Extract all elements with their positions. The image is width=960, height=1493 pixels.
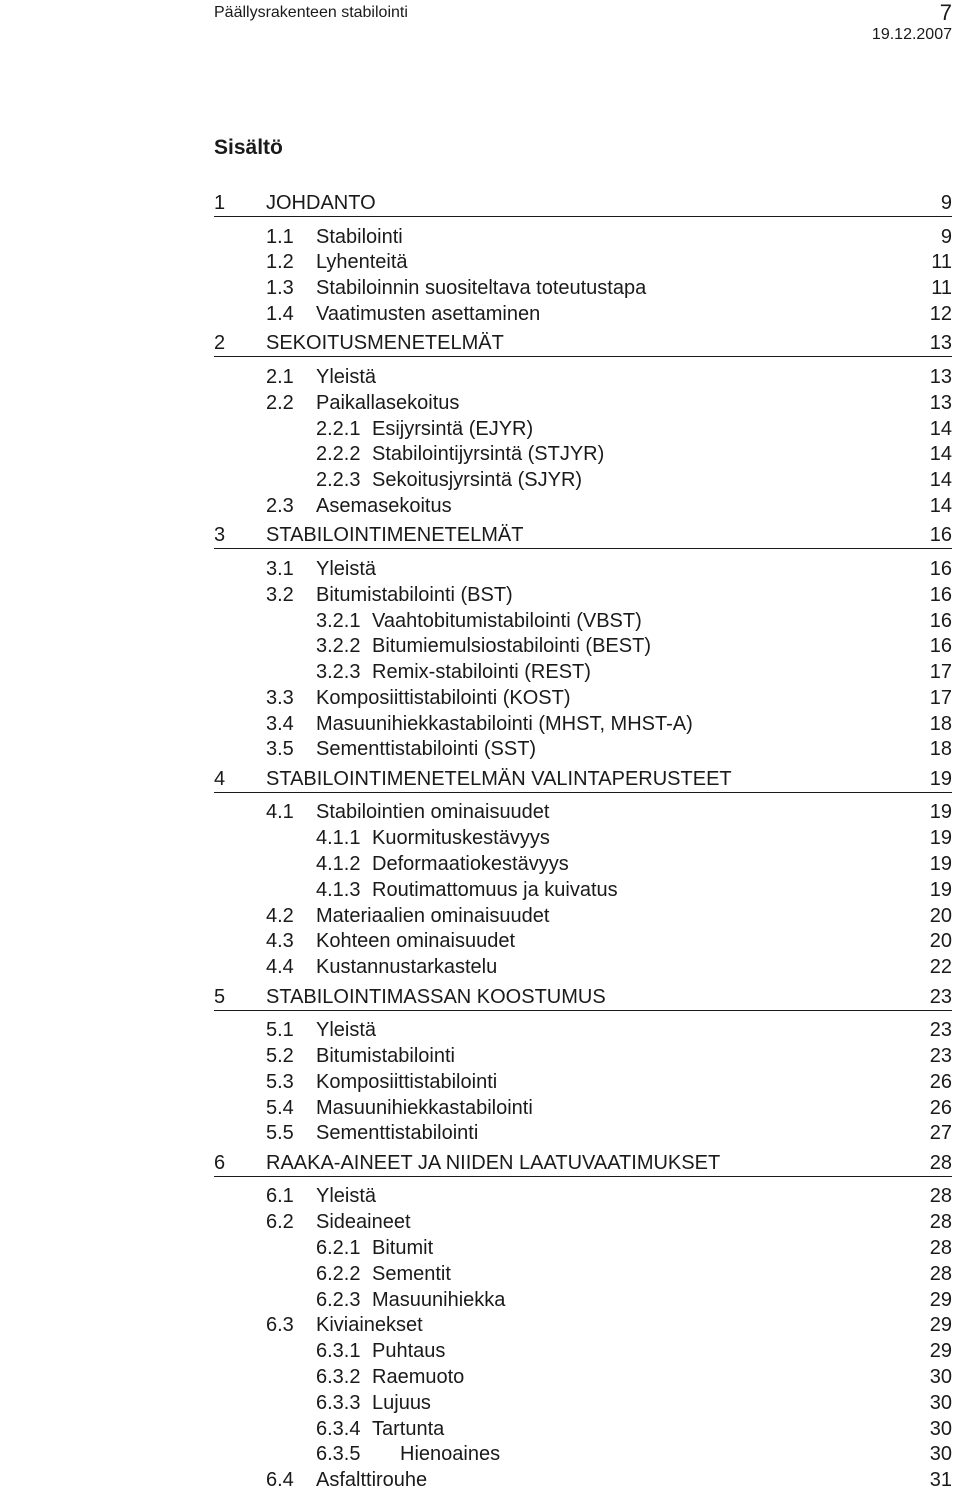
toc-section-row[interactable] bbox=[214, 1120, 952, 1146]
toc-entry-page: 14 bbox=[929, 443, 952, 465]
toc-entry-page: 11 bbox=[931, 251, 952, 273]
toc-entry-page: 16 bbox=[929, 635, 952, 657]
toc-entry-page: 19 bbox=[929, 879, 952, 901]
toc-section-row[interactable] bbox=[214, 1261, 952, 1287]
toc-entry-page: 19 bbox=[929, 827, 952, 849]
toc-entry-number: 3.2.1 bbox=[316, 610, 361, 632]
toc-entry-title: Sekoitusjyrsintä (SJYR) bbox=[372, 469, 583, 491]
toc-entry-title: Komposiittistabilointi (KOST) bbox=[316, 687, 571, 709]
toc-section-row[interactable] bbox=[214, 825, 952, 851]
toc-entry-title: Deformaatiokestävyys bbox=[372, 853, 569, 875]
toc-entry-page: 20 bbox=[929, 930, 952, 952]
toc-entry-page: 19 bbox=[929, 801, 952, 823]
toc-entry-page: 19 bbox=[929, 853, 952, 875]
toc-entry-title: Kustannustarkastelu bbox=[316, 956, 498, 978]
toc-entry-page: 16 bbox=[929, 524, 952, 546]
toc-chapter-row[interactable] bbox=[214, 768, 952, 793]
toc-entry-number: 3.5 bbox=[266, 738, 294, 760]
toc-entry-title: Vaahtobitumistabilointi (VBST) bbox=[372, 610, 642, 632]
toc-entry-title: Bitumistabilointi bbox=[316, 1045, 455, 1067]
toc-entry-title: Vaatimusten asettaminen bbox=[316, 303, 541, 325]
toc-entry-page: 30 bbox=[929, 1418, 952, 1440]
toc-entry-number: 6.4 bbox=[266, 1469, 294, 1491]
toc-entry-title: Remix-stabilointi (REST) bbox=[372, 661, 591, 683]
toc-entry-number: 3.2 bbox=[266, 584, 294, 606]
toc-section-row[interactable] bbox=[214, 275, 952, 301]
toc-section-row[interactable] bbox=[214, 1017, 952, 1043]
toc-entry-title: Bitumiemulsiostabilointi (BEST) bbox=[372, 635, 651, 657]
toc-entry-title: Sideaineet bbox=[316, 1211, 411, 1233]
toc-entry-page: 13 bbox=[929, 392, 952, 414]
toc-section-row[interactable] bbox=[214, 608, 952, 634]
toc-entry-number: 2.1 bbox=[266, 366, 294, 388]
toc-entry-title: Stabilointijyrsintä (STJYR) bbox=[372, 443, 605, 465]
toc-chapter-row[interactable] bbox=[214, 192, 952, 217]
toc-section-row[interactable] bbox=[214, 416, 952, 442]
toc-section-row[interactable] bbox=[214, 493, 952, 519]
toc-entry-number: 2.2.3 bbox=[316, 469, 361, 491]
toc-entry-page: 13 bbox=[929, 366, 952, 388]
toc-entry-page: 19 bbox=[929, 768, 952, 790]
toc-entry-number: 1.4 bbox=[266, 303, 294, 325]
toc-chapter-row[interactable] bbox=[214, 986, 952, 1011]
toc-entry-page: 28 bbox=[929, 1263, 952, 1285]
toc-section-row[interactable] bbox=[214, 1467, 952, 1493]
toc-entry-title: Paikallasekoitus bbox=[316, 392, 460, 414]
toc-section-row[interactable] bbox=[214, 1043, 952, 1069]
toc-section-row[interactable] bbox=[214, 1441, 952, 1467]
toc-entry-number: 2.3 bbox=[266, 495, 294, 517]
toc-chapter-row[interactable] bbox=[214, 1152, 952, 1177]
toc-section-row[interactable] bbox=[214, 249, 952, 275]
toc-section-row[interactable] bbox=[214, 1287, 952, 1313]
toc-entry-title: Lujuus bbox=[372, 1392, 431, 1414]
toc-entry-number: 2 bbox=[214, 332, 226, 354]
toc-entry-number: 4.3 bbox=[266, 930, 294, 952]
toc-section-row[interactable] bbox=[214, 903, 952, 929]
toc-entry-page: 23 bbox=[929, 986, 952, 1008]
toc-entry-page: 28 bbox=[929, 1185, 952, 1207]
toc-entry-number: 6.3.1 bbox=[316, 1340, 361, 1362]
toc-entry-page: 20 bbox=[929, 905, 952, 927]
toc-entry-number: 6.3.5 bbox=[316, 1443, 361, 1465]
toc-entry-page: 26 bbox=[929, 1071, 952, 1093]
toc-entry-page: 14 bbox=[929, 418, 952, 440]
toc-entry-number: 4.1 bbox=[266, 801, 294, 823]
toc-entry-page: 26 bbox=[929, 1097, 952, 1119]
toc-entry-title: Esijyrsintä (EJYR) bbox=[372, 418, 534, 440]
toc-entry-title: Sementtistabilointi (SST) bbox=[316, 738, 537, 760]
toc-heading: Sisältö bbox=[214, 136, 283, 159]
toc-entry-number: 6.2.1 bbox=[316, 1237, 361, 1259]
toc-entry-page: 13 bbox=[929, 332, 952, 354]
toc-entry-page: 17 bbox=[929, 661, 952, 683]
toc-entry-number: 3.3 bbox=[266, 687, 294, 709]
toc-entry-number: 3 bbox=[214, 524, 226, 546]
toc-section-row[interactable] bbox=[214, 851, 952, 877]
toc-entry-page: 14 bbox=[929, 469, 952, 491]
toc-entry-number: 3.1 bbox=[266, 558, 294, 580]
toc-entry-title: Asemasekoitus bbox=[316, 495, 452, 517]
toc-entry-page: 27 bbox=[929, 1122, 952, 1144]
toc-section-row[interactable] bbox=[214, 659, 952, 685]
toc-entry-title: RAAKA-AINEET JA NIIDEN LAATUVAATIMUKSET bbox=[266, 1152, 721, 1174]
toc-entry-page: 9 bbox=[940, 192, 952, 214]
toc-section-row[interactable] bbox=[214, 1364, 952, 1390]
toc-entry-title: STABILOINTIMASSAN KOOSTUMUS bbox=[266, 986, 606, 1008]
toc-entry-number: 2.2.1 bbox=[316, 418, 361, 440]
toc-entry-title: Sementtistabilointi bbox=[316, 1122, 479, 1144]
toc-entry-page: 29 bbox=[929, 1289, 952, 1311]
toc-entry-number: 5.2 bbox=[266, 1045, 294, 1067]
toc-entry-title: Komposiittistabilointi bbox=[316, 1071, 498, 1093]
toc-entry-title: Kiviainekset bbox=[316, 1314, 423, 1336]
toc-entry-page: 30 bbox=[929, 1392, 952, 1414]
toc-section-row[interactable] bbox=[214, 1235, 952, 1261]
toc-entry-title: Lyhenteitä bbox=[316, 251, 408, 273]
toc-entry-title: Materiaalien ominaisuudet bbox=[316, 905, 550, 927]
toc-section-row[interactable] bbox=[214, 556, 952, 582]
toc-entry-page: 29 bbox=[929, 1340, 952, 1362]
page-number: 7 bbox=[939, 0, 952, 25]
toc-section-row[interactable] bbox=[214, 224, 952, 250]
toc-section-row[interactable] bbox=[214, 1390, 952, 1416]
toc-entry-page: 18 bbox=[929, 713, 952, 735]
toc-entry-page: 12 bbox=[929, 303, 952, 325]
toc-entry-number: 6.3.2 bbox=[316, 1366, 361, 1388]
toc-entry-title: STABILOINTIMENETELMÄN VALINTAPERUSTEET bbox=[266, 768, 732, 790]
toc-entry-title: JOHDANTO bbox=[266, 192, 376, 214]
toc-entry-page: 11 bbox=[931, 277, 952, 299]
toc-entry-number: 5.4 bbox=[266, 1097, 294, 1119]
toc-section-row[interactable] bbox=[214, 1416, 952, 1442]
toc-entry-title: SEKOITUSMENETELMÄT bbox=[266, 332, 504, 354]
toc-section-row[interactable] bbox=[214, 711, 952, 737]
toc-entry-number: 6.3 bbox=[266, 1314, 294, 1336]
toc-section-row[interactable] bbox=[214, 877, 952, 903]
toc-section-row[interactable] bbox=[214, 633, 952, 659]
toc-entry-page: 18 bbox=[929, 738, 952, 760]
toc-entry-number: 2.2.2 bbox=[316, 443, 361, 465]
toc-section-row[interactable] bbox=[214, 301, 952, 327]
toc-entry-page: 28 bbox=[929, 1152, 952, 1174]
toc-entry-number: 5.3 bbox=[266, 1071, 294, 1093]
toc-entry-number: 4 bbox=[214, 768, 226, 790]
toc-section-row[interactable] bbox=[214, 467, 952, 493]
toc-entry-page: 16 bbox=[929, 558, 952, 580]
toc-entry-title: Raemuoto bbox=[372, 1366, 465, 1388]
toc-entry-title: Tartunta bbox=[372, 1418, 445, 1440]
toc-entry-number: 6.1 bbox=[266, 1185, 294, 1207]
toc-section-row[interactable] bbox=[214, 1312, 952, 1338]
toc-entry-page: 23 bbox=[929, 1019, 952, 1041]
toc-entry-number: 4.1.1 bbox=[316, 827, 361, 849]
toc-section-row[interactable] bbox=[214, 954, 952, 980]
toc-entry-page: 16 bbox=[929, 610, 952, 632]
toc-entry-page: 29 bbox=[929, 1314, 952, 1336]
toc-section-row[interactable] bbox=[214, 736, 952, 762]
toc-entry-number: 5.1 bbox=[266, 1019, 294, 1041]
toc-entry-number: 6 bbox=[214, 1152, 226, 1174]
toc-section-row[interactable] bbox=[214, 1069, 952, 1095]
toc-section-row[interactable] bbox=[214, 799, 952, 825]
toc-section-row[interactable] bbox=[214, 1095, 952, 1121]
toc-entry-title: Puhtaus bbox=[372, 1340, 446, 1362]
toc-entry-number: 6.3.3 bbox=[316, 1392, 361, 1414]
toc-entry-title: Yleistä bbox=[316, 1019, 377, 1041]
toc-entry-page: 9 bbox=[940, 226, 952, 248]
toc-entry-title: Masuunihiekkastabilointi (MHST, MHST-A) bbox=[316, 713, 693, 735]
toc-entry-number: 6.2.2 bbox=[316, 1263, 361, 1285]
toc-entry-title: Stabilointi bbox=[316, 226, 403, 248]
toc-section-row[interactable] bbox=[214, 390, 952, 416]
toc-chapter-row[interactable] bbox=[214, 524, 952, 549]
toc-entry-number: 4.1.2 bbox=[316, 853, 361, 875]
toc-entry-page: 17 bbox=[929, 687, 952, 709]
toc-entry-number: 2.2 bbox=[266, 392, 294, 414]
running-header-title: Päällysrakenteen stabilointi bbox=[214, 4, 408, 21]
toc-section-row[interactable] bbox=[214, 364, 952, 390]
toc-entry-page: 16 bbox=[929, 584, 952, 606]
toc-entry-number: 3.2.3 bbox=[316, 661, 361, 683]
toc-entry-number: 5 bbox=[214, 986, 226, 1008]
toc-section-row[interactable] bbox=[214, 1338, 952, 1364]
toc-entry-number: 1 bbox=[214, 192, 226, 214]
toc-entry-number: 1.1 bbox=[266, 226, 294, 248]
toc-entry-number: 1.2 bbox=[266, 251, 294, 273]
toc-entry-title: Yleistä bbox=[316, 558, 377, 580]
toc-section-row[interactable] bbox=[214, 928, 952, 954]
toc-entry-page: 14 bbox=[929, 495, 952, 517]
toc-entry-number: 5.5 bbox=[266, 1122, 294, 1144]
toc-entry-title: Kohteen ominaisuudet bbox=[316, 930, 516, 952]
toc-entry-title: Masuunihiekka bbox=[372, 1289, 506, 1311]
toc-entry-title: Bitumit bbox=[372, 1237, 434, 1259]
toc-entry-title: Stabiloinnin suositeltava toteutustapa bbox=[316, 277, 647, 299]
toc-section-row[interactable] bbox=[214, 582, 952, 608]
toc-entry-number: 4.1.3 bbox=[316, 879, 361, 901]
toc-entry-page: 28 bbox=[929, 1237, 952, 1259]
toc-entry-number: 3.4 bbox=[266, 713, 294, 735]
toc-section-row[interactable] bbox=[214, 685, 952, 711]
toc-entry-title: Asfalttirouhe bbox=[316, 1469, 428, 1491]
toc-entry-title: Bitumistabilointi (BST) bbox=[316, 584, 513, 606]
toc-entry-number: 1.3 bbox=[266, 277, 294, 299]
toc-entry-page: 23 bbox=[929, 1045, 952, 1067]
toc-entry-title: Kuormituskestävyys bbox=[372, 827, 550, 849]
toc-entry-number: 6.3.4 bbox=[316, 1418, 361, 1440]
toc-entry-number: 6.2 bbox=[266, 1211, 294, 1233]
toc-entry-page: 30 bbox=[929, 1366, 952, 1388]
toc-entry-title: Yleistä bbox=[316, 366, 377, 388]
toc-entry-number: 3.2.2 bbox=[316, 635, 361, 657]
toc-entry-page: 22 bbox=[929, 956, 952, 978]
toc-entry-title: Hienoaines bbox=[400, 1443, 501, 1465]
toc-entry-title: Stabilointien ominaisuudet bbox=[316, 801, 550, 823]
toc-entry-title: Sementit bbox=[372, 1263, 451, 1285]
toc-entry-title: Routimattomuus ja kuivatus bbox=[372, 879, 618, 901]
header-date: 19.12.2007 bbox=[871, 26, 952, 43]
toc-entry-page: 28 bbox=[929, 1211, 952, 1233]
toc-entry-number: 4.2 bbox=[266, 905, 294, 927]
toc-chapter-row[interactable] bbox=[214, 332, 952, 357]
toc-entry-page: 30 bbox=[929, 1443, 952, 1465]
toc-entry-title: STABILOINTIMENETELMÄT bbox=[266, 524, 524, 546]
toc-section-row[interactable] bbox=[214, 441, 952, 467]
toc-entry-number: 4.4 bbox=[266, 956, 294, 978]
toc-entry-page: 31 bbox=[929, 1469, 952, 1491]
toc-section-row[interactable] bbox=[214, 1209, 952, 1235]
toc-section-row[interactable] bbox=[214, 1183, 952, 1209]
toc-entry-title: Yleistä bbox=[316, 1185, 377, 1207]
toc-entry-title: Masuunihiekkastabilointi bbox=[316, 1097, 533, 1119]
toc-entry-number: 6.2.3 bbox=[316, 1289, 361, 1311]
